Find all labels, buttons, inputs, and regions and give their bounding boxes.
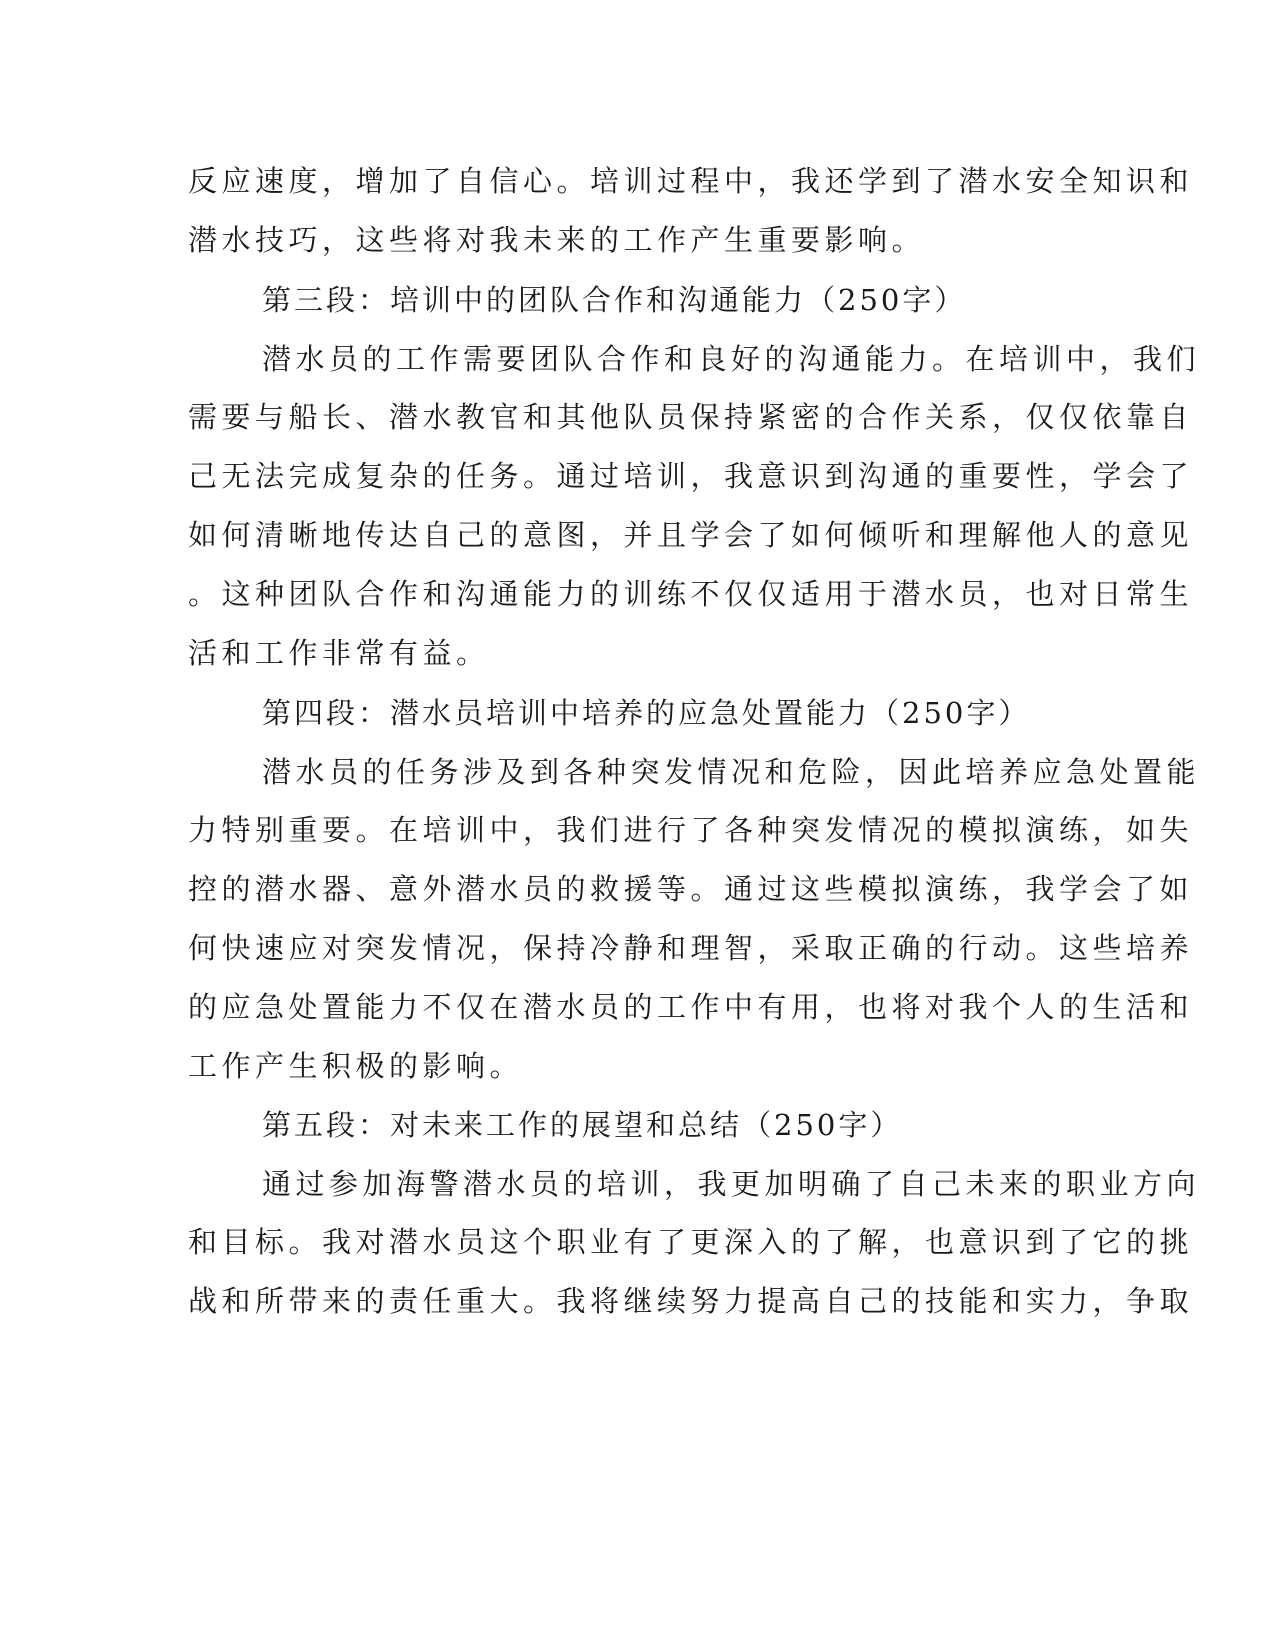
section-heading: 第三段：培训中的团队合作和沟通能力（250字） [262,283,967,317]
text-line: 反应速度，增加了自信心。培训过程中，我还学到了潜水安全知识和 [188,164,1194,198]
section-heading: 第四段：潜水员培训中培养的应急处置能力（250字） [262,696,1031,730]
text-line: 潜水技巧，这些将对我未来的工作产生重要影响。 [188,223,926,257]
section-heading: 第五段：对未来工作的展望和总结（250字） [262,1108,903,1142]
text-line: 己无法完成复杂的任务。通过培训，我意识到沟通的重要性，学会了 [188,459,1194,493]
text-line: 。这种团队合作和沟通能力的训练不仅仅适用于潜水员，也对日常生 [188,577,1194,611]
text-line: 的应急处置能力不仅在潜水员的工作中有用，也将对我个人的生活和 [188,990,1194,1024]
text-line: 何快速应对突发情况，保持冷静和理智，采取正确的行动。这些培养 [188,931,1194,965]
text-line: 潜水员的任务涉及到各种突发情况和危险，因此培养应急处置能 [262,755,1201,789]
text-line: 需要与船长、潜水教官和其他队员保持紧密的合作关系，仅仅依靠自 [188,400,1194,434]
text-line: 活和工作非常有益。 [188,636,490,670]
text-line: 控的潜水器、意外潜水员的救援等。通过这些模拟演练，我学会了如 [188,872,1194,906]
text-line: 和目标。我对潜水员这个职业有了更深入的了解，也意识到了它的挑 [188,1225,1194,1259]
text-line: 潜水员的工作需要团队合作和良好的沟通能力。在培训中，我们 [262,342,1201,376]
text-line: 如何清晰地传达自己的意图，并且学会了如何倾听和理解他人的意见 [188,518,1194,552]
text-line: 工作产生积极的影响。 [188,1049,524,1083]
text-line: 力特别重要。在培训中，我们进行了各种突发情况的模拟演练，如失 [188,813,1194,847]
text-line: 通过参加海警潜水员的培训，我更加明确了自己未来的职业方向 [262,1167,1201,1201]
text-line: 战和所带来的责任重大。我将继续努力提高自己的技能和实力，争取 [188,1284,1194,1318]
